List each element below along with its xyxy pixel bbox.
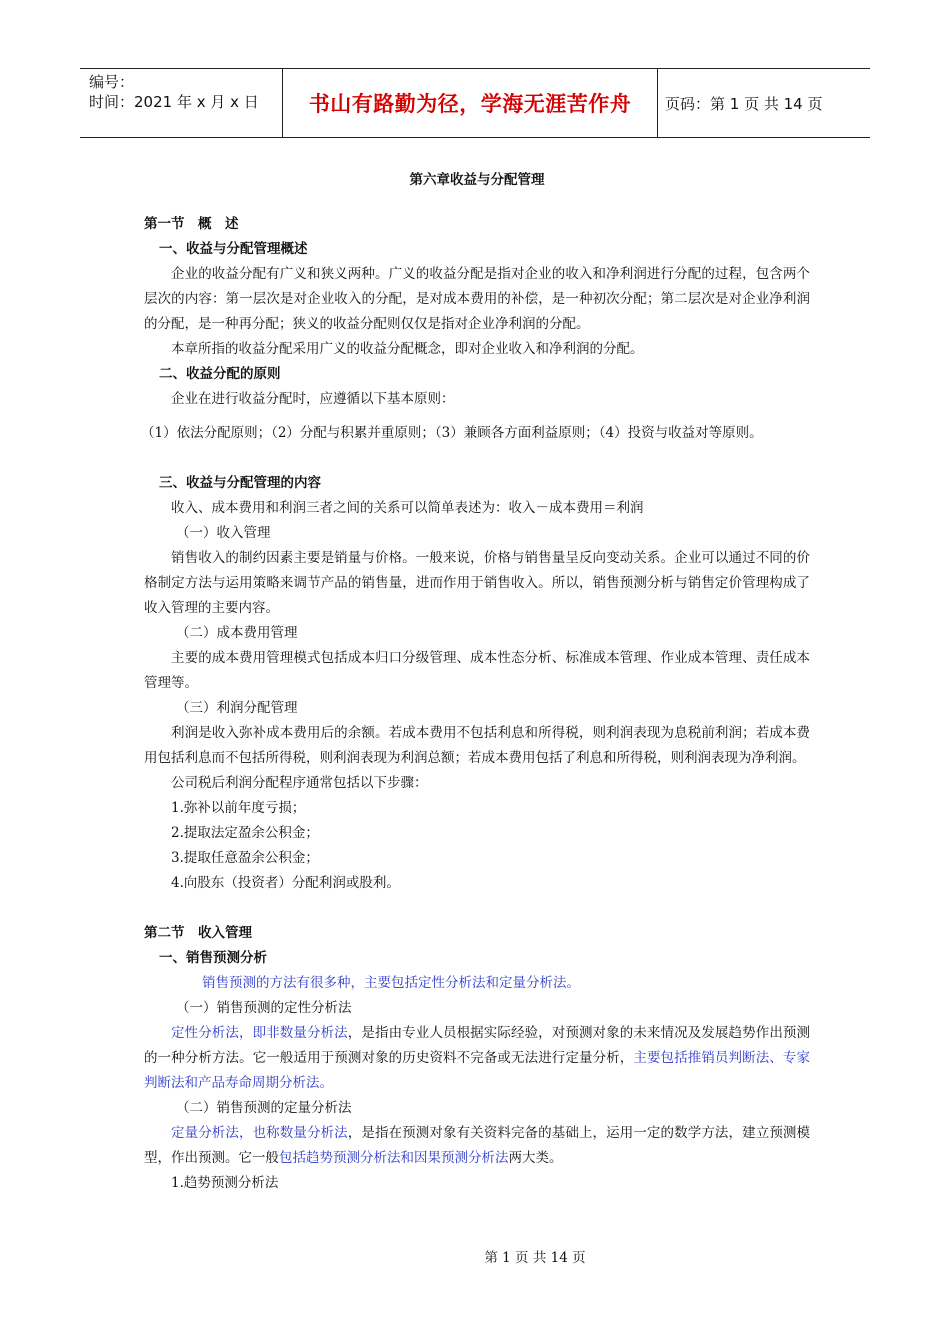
- body-text: ，是指在预测对象有关资料完备的基础上，运用一定的数学方法，建立预测模型，作出预测。它一般: [144, 1125, 811, 1166]
- paragraph: 销售收入的制约因素主要是销量与价格。一般来说，价格与销售量呈反向变动关系。企业可以通过不同的价格制定方法与运用策略来调节产品的销售量，进而作用于销售收入。所以，销售预测分析与销售定价管理构成了收入管理的主要内容。: [144, 550, 810, 616]
- header-meta: [80, 69, 283, 137]
- paragraph: 主要的成本费用管理模式包括成本归口分级管理、成本性态分析、标准成本管理、作业成本管理、责任成本管理等。: [144, 650, 810, 691]
- paragraph-highlight: 销售预测的方法有很多种，主要包括定性分析法和定量分析法。: [202, 975, 580, 991]
- paragraph: 公司税后利润分配程序通常包括以下步骤：: [171, 775, 428, 791]
- section1-3-heading: 三、收益与分配管理的内容: [159, 475, 321, 491]
- header-number: 编号：: [89, 73, 135, 91]
- principles-list: （1）依法分配原则；（2）分配与积累并重原则；（3）兼顾各方面利益原则；（4）投资与收益对等原则。: [141, 425, 763, 441]
- highlight-text: 主要包括推销员判断法、专家判断法和产品寿命周期分析法。: [144, 1050, 810, 1091]
- body-text: 两大类。: [508, 1150, 563, 1166]
- document-body: [141, 168, 811, 1196]
- subheading: （三）利润分配管理: [176, 700, 298, 716]
- list-item: 4.向股东（投资者）分配利润或股利。: [171, 875, 400, 891]
- paragraph: 企业的收益分配有广义和狭义两种。广义的收益分配是指对企业的收入和净利润进行分配的过程，包含两个层次的内容：第一层次是对企业收入的分配，是对成本费用的补偿，是一种初次分配；第二层次是对企业净利润的分配，是一种再分配；狭义的收益分配则仅仅是指对企业净利润的分配。: [144, 266, 810, 332]
- highlight-text: 定量分析法，也称数量分析法: [171, 1125, 348, 1141]
- paragraph: [144, 1121, 810, 1171]
- paragraph: 收入、成本费用和利润三者之间的关系可以简单表述为：收入－成本费用＝利润: [171, 500, 644, 516]
- section1-1-heading: 一、收益与分配管理概述: [159, 241, 308, 257]
- list-item: 1.弥补以前年度亏损；: [171, 800, 306, 816]
- paragraph: 利润是收入弥补成本费用后的余额。若成本费用不包括利息和所得税，则利润表现为息税前利润；若成本费用包括利息而不包括所得税，则利润表现为利润总额；若成本费用包括了利息和所得税，则利润表现为净利润。: [144, 725, 810, 766]
- list-item: 3.提取任意盈余公积金；: [171, 850, 319, 866]
- page-header: [80, 68, 870, 138]
- section2-heading: 第二节 收入管理: [144, 925, 252, 941]
- paragraph: [144, 1021, 810, 1096]
- subheading: （二）成本费用管理: [176, 625, 298, 641]
- section2-1-heading: 一、销售预测分析: [159, 950, 267, 966]
- list-item: 2.提取法定盈余公积金；: [171, 825, 319, 841]
- highlight-text: 定性分析法，即非数量分析法: [171, 1025, 348, 1041]
- chapter-title: 第六章收益与分配管理: [409, 172, 545, 188]
- paragraph: 本章所指的收益分配采用广义的收益分配概念，即对企业收入和净利润的分配。: [171, 341, 644, 357]
- subheading: （一）销售预测的定性分析法: [176, 1000, 352, 1016]
- section1-heading: 第一节 概 述: [144, 216, 239, 232]
- header-page-number: 页码：第 1 页 共 14 页: [665, 94, 823, 113]
- paragraph: 企业在进行收益分配时，应遵循以下基本原则：: [171, 391, 455, 407]
- section1-2-heading: 二、收益分配的原则: [159, 366, 281, 382]
- header-motto: 书山有路勤为径，学海无涯苦作舟: [283, 69, 658, 137]
- subheading: （二）销售预测的定量分析法: [176, 1100, 352, 1116]
- list-item: 1.趋势预测分析法: [171, 1175, 279, 1191]
- page-footer: 第 1 页 共 14 页: [484, 1250, 586, 1266]
- highlight-text: 包括趋势预测分析法和因果预测分析法: [279, 1150, 509, 1166]
- subheading: （一）收入管理: [176, 525, 271, 541]
- body-text: ，是指由专业人员根据实际经验，对预测对象的未来情况及发展趋势作出预测的一种分析方法。它一般适用于预测对象的历史资料不完备或无法进行定量分析，: [144, 1025, 811, 1066]
- header-time: 时间：2021 年 x 月 x 日: [89, 93, 259, 111]
